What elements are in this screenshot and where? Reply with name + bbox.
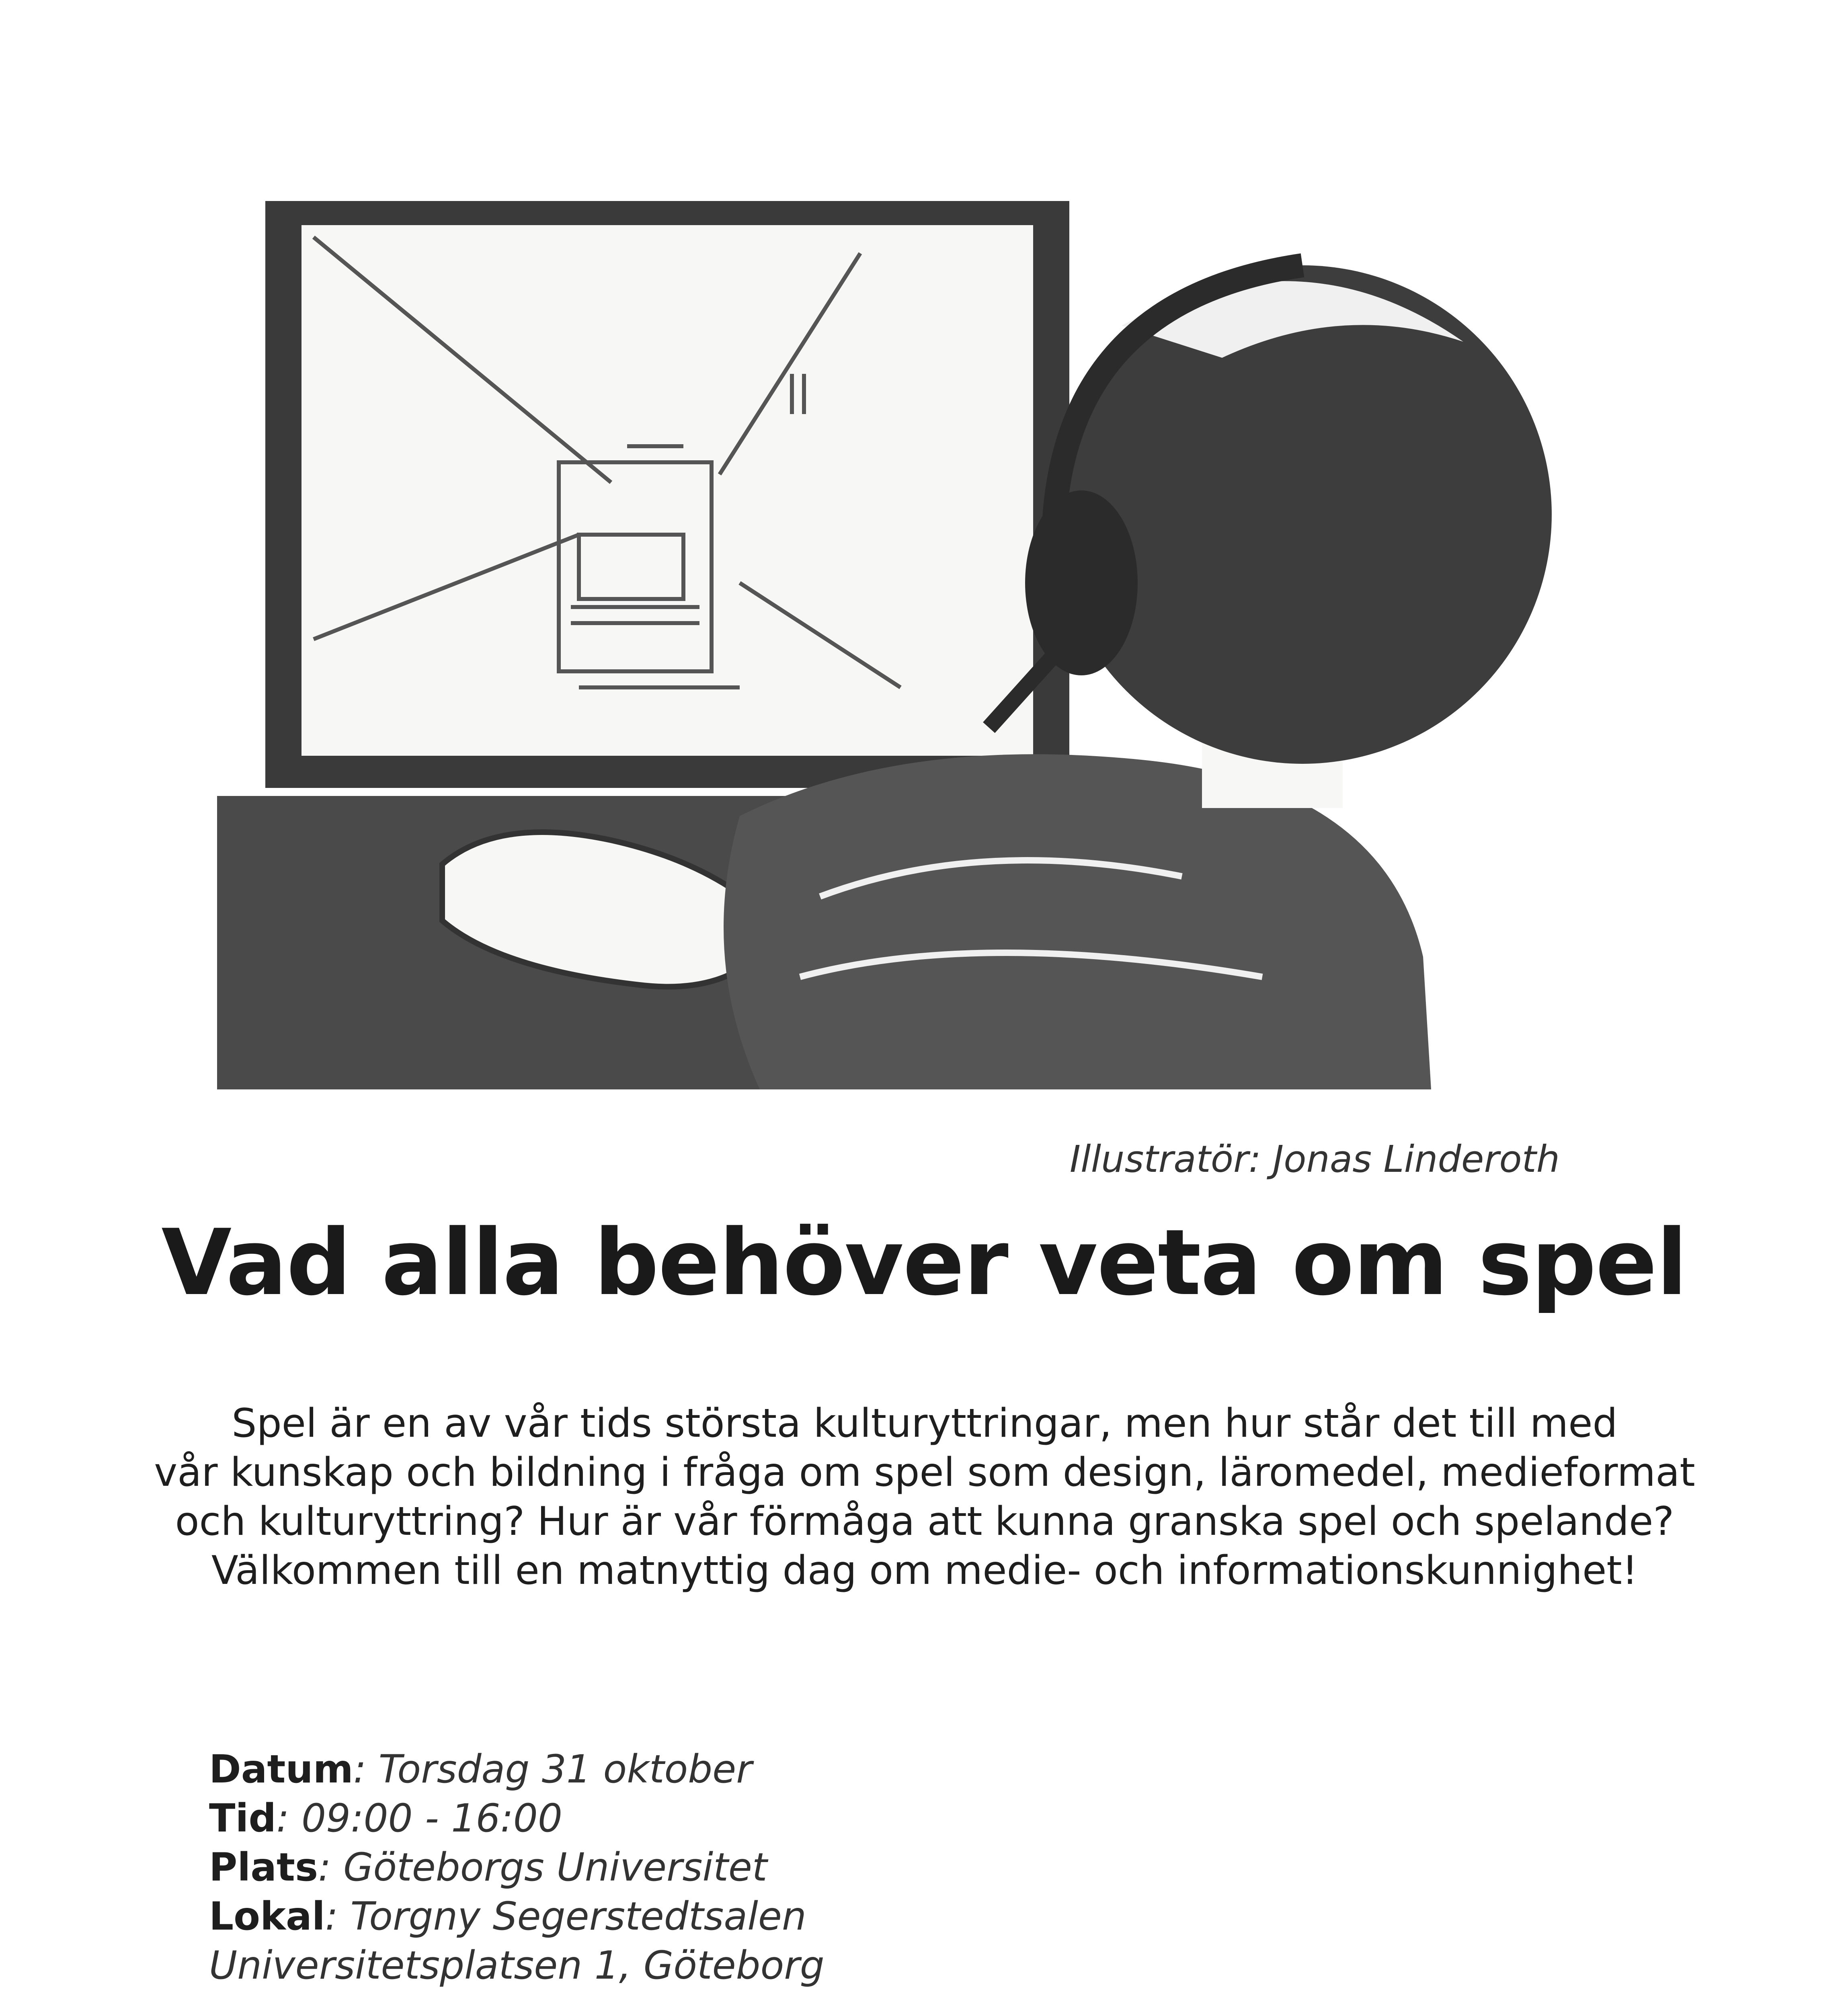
detail-date [209, 1745, 1777, 1794]
detail-address [209, 1941, 1777, 1990]
detail-time [209, 1794, 1777, 1843]
page-title: Vad alla behöver veta om spel [161, 1210, 1687, 1316]
detail-label: Lokal [209, 1894, 325, 1939]
illustrator-credit: Illustratör: Jonas Linderoth [1069, 1138, 1560, 1181]
detail-value: : Torsdag 31 oktober [353, 1747, 752, 1792]
intro-line: och kulturyttring? Hur är vår förmåga att kunna granska spel och spelande? [175, 1499, 1674, 1544]
detail-value: : Göteborgs Universitet [318, 1845, 767, 1890]
intro-text [153, 1399, 1696, 1595]
intro-line: Spel är en av vår tids största kulturyttringar, men hur står det till med [232, 1401, 1618, 1446]
intro-line: Välkommen till en matnyttig dag om medie- och informationskunnighet! [211, 1548, 1638, 1594]
detail-place [209, 1843, 1777, 1892]
detail-label: Plats [209, 1845, 318, 1890]
boy-playing-computer-drawing-icon [217, 133, 1648, 1097]
spacer [209, 1990, 1777, 2010]
detail-value: : 09:00 - 16:00 [276, 1796, 562, 1841]
event-details [209, 1745, 1777, 2010]
detail-label: Datum [209, 1747, 353, 1792]
detail-value: : Torgny Segerstedtsalen [325, 1894, 806, 1939]
detail-value: Universitetsplatsen 1, Göteborg [209, 1943, 825, 1988]
detail-room [209, 1892, 1777, 1941]
detail-label: Tid [209, 1796, 277, 1841]
intro-line: vår kunskap och bildning i fråga om spel som design, läromedel, medieformat [154, 1450, 1695, 1495]
